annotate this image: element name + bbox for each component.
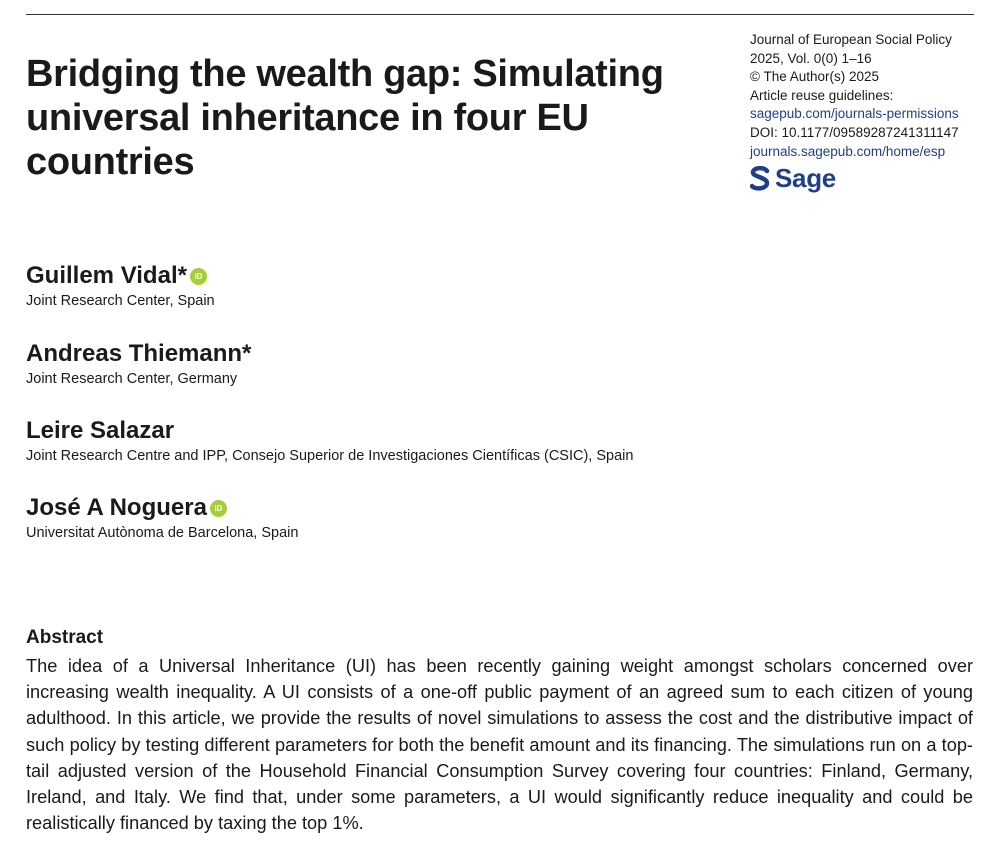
journal-home-link[interactable]: journals.sagepub.com/home/esp [750, 143, 946, 159]
sage-logo [750, 163, 836, 194]
journal-name: Journal of European Social Policy [750, 32, 952, 47]
abstract-text: The idea of a Universal Inheritance (UI) has been recently gaining weight amongst scholars concerned over increasing wealth inequality. A UI consists of a one-off public payment of an agreed sum to each citizen of young adulthood. In this article, we provide the results of novel simulations to assess the cost and the distributive impact of such policy by testing different parameters for both the benefit amount and its financing. The simulations run on a top-tail adjusted version of the Household Financial Consumption Survey covering four countries: Finland, Germany, Ireland, and Italy. We find that, under some parameters, a UI would significantly reduce inequality and could be realistically financed by taxing the top 1%. [26, 656, 973, 834]
author-affiliation: Universitat Autònoma de Barcelona, Spain [26, 525, 299, 541]
abstract-heading: Abstract [26, 627, 104, 648]
author-name: Guillem Vidal* [26, 262, 187, 289]
article-title: Bridging the wealth gap: Simulating universal inheritance in four EU countries [26, 53, 664, 183]
journal-meta [750, 31, 990, 161]
volume-info: 2025, Vol. 0(0) 1–16 [750, 50, 872, 66]
author-affiliation: Joint Research Center, Spain [26, 293, 215, 309]
sage-logo-text: Sage [775, 163, 836, 193]
author-name: Andreas Thiemann* [26, 340, 252, 367]
sage-s-icon [750, 166, 770, 192]
author-block [26, 494, 298, 542]
author-name: Leire Salazar [26, 417, 175, 444]
reuse-label: Article reuse guidelines: [750, 87, 894, 103]
author-name: José A Noguera [26, 494, 207, 521]
header-rule [26, 14, 974, 15]
orcid-icon[interactable]: iD [210, 500, 227, 517]
author-affiliation: Joint Research Center, Germany [26, 371, 238, 387]
author-affiliation: Joint Research Centre and IPP, Consejo Superior de Investigaciones Científicas (CSIC), Spain [26, 448, 634, 464]
copyright: © The Author(s) 2025 [750, 69, 880, 85]
author-block [26, 340, 251, 388]
author-block [26, 262, 215, 310]
orcid-icon[interactable]: iD [190, 268, 207, 285]
author-block [26, 417, 633, 465]
permissions-link[interactable]: sagepub.com/journals-permissions [750, 106, 959, 122]
doi: DOI: 10.1177/09589287241311147 [750, 124, 959, 140]
